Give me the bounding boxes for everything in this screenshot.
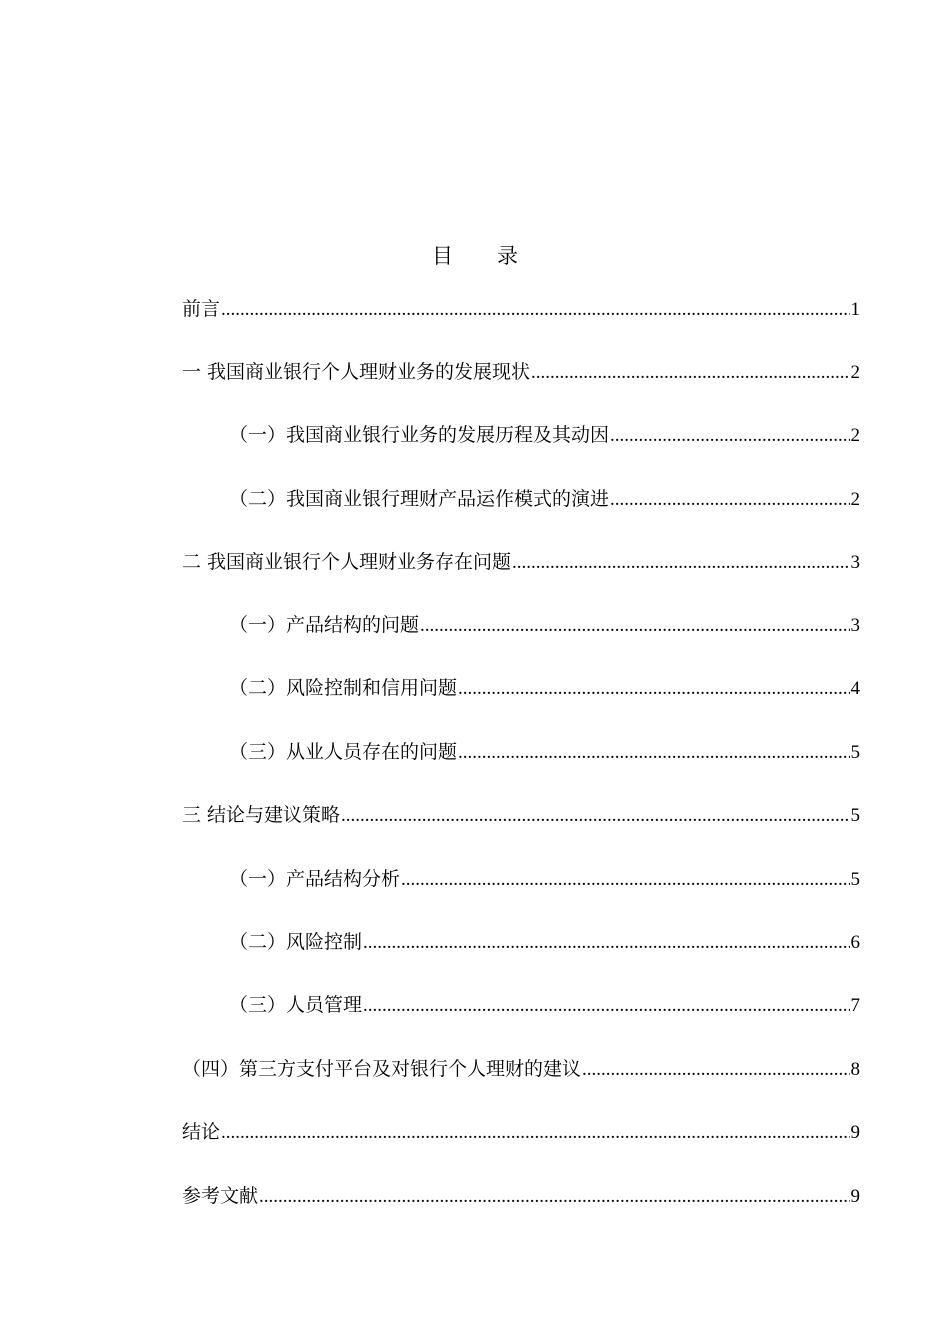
toc-title	[0, 241, 950, 271]
dot-leader	[420, 611, 849, 641]
toc-entry-label: 结论	[182, 1121, 221, 1143]
toc-entry-chapter-3[interactable]	[182, 800, 860, 830]
toc-entry-chapter-2[interactable]	[182, 547, 860, 577]
toc-page-number: 4	[850, 678, 860, 699]
toc-entry-label: 二 我国商业银行个人理财业务存在问题	[182, 551, 512, 573]
toc-entry-label: （二）风险控制	[229, 931, 363, 953]
toc-entry-label: （二）风险控制和信用问题	[229, 677, 458, 699]
toc-page-number: 7	[850, 995, 860, 1016]
toc-entry-preface[interactable]	[182, 294, 860, 324]
toc-page-number: 5	[850, 742, 860, 763]
toc-entry-section-1-1[interactable]	[229, 420, 860, 450]
dot-leader	[341, 801, 849, 831]
dot-leader	[531, 358, 849, 388]
dot-leader	[458, 674, 849, 704]
dot-leader	[363, 991, 849, 1021]
dot-leader	[401, 865, 849, 895]
dot-leader	[221, 1118, 849, 1148]
toc-entry-label: （二）我国商业银行理财产品运作模式的演进	[229, 488, 610, 510]
toc-page-number: 9	[850, 1122, 860, 1143]
toc-entry-conclusion[interactable]	[182, 1117, 860, 1147]
toc-title-char-1: 目	[432, 244, 453, 268]
toc-page-number: 2	[850, 489, 860, 510]
dot-leader	[582, 1055, 849, 1085]
toc-entry-label: 前言	[182, 298, 221, 320]
toc-page-number: 8	[850, 1059, 860, 1080]
toc-entry-label: （三）人员管理	[229, 994, 363, 1016]
toc-entry-label: （一）产品结构分析	[229, 868, 401, 890]
toc-entry-label: 三 结论与建议策略	[182, 804, 341, 826]
toc-page-number: 6	[850, 932, 860, 953]
toc-entry-section-3-1[interactable]	[229, 864, 860, 894]
dot-leader	[363, 928, 849, 958]
toc-page-number: 5	[850, 869, 860, 890]
toc-page-number: 2	[850, 425, 860, 446]
toc-entry-label: （三）从业人员存在的问题	[229, 741, 458, 763]
toc-page-number: 5	[850, 805, 860, 826]
dot-leader	[610, 421, 849, 451]
toc-entry-section-3-4[interactable]	[182, 1054, 860, 1084]
dot-leader	[610, 485, 849, 515]
dot-leader	[512, 548, 849, 578]
toc-page-number: 9	[850, 1186, 860, 1207]
toc-entry-label: （一）产品结构的问题	[229, 614, 420, 636]
dot-leader	[259, 1182, 849, 1212]
toc-title-char-2: 录	[497, 244, 518, 268]
toc-entry-label: 参考文献	[182, 1185, 259, 1207]
toc-entry-section-2-2[interactable]	[229, 673, 860, 703]
toc-entry-section-2-3[interactable]	[229, 737, 860, 767]
toc-entry-references[interactable]	[182, 1181, 860, 1211]
dot-leader	[221, 295, 849, 325]
toc-entry-label: （一）我国商业银行业务的发展历程及其动因	[229, 424, 610, 446]
toc-page-number: 1	[850, 299, 860, 320]
toc-entry-section-2-1[interactable]	[229, 610, 860, 640]
toc-entry-section-1-2[interactable]	[229, 484, 860, 514]
toc-entry-section-3-2[interactable]	[229, 927, 860, 957]
toc-entry-label: 一 我国商业银行个人理财业务的发展现状	[182, 361, 531, 383]
toc-page-number: 3	[850, 615, 860, 636]
toc-entry-label: （四）第三方支付平台及对银行个人理财的建议	[182, 1058, 582, 1080]
toc-page-number: 2	[850, 362, 860, 383]
toc-entry-section-3-3[interactable]	[229, 990, 860, 1020]
toc-page-number: 3	[850, 552, 860, 573]
dot-leader	[458, 738, 849, 768]
toc-entry-chapter-1[interactable]	[182, 357, 860, 387]
